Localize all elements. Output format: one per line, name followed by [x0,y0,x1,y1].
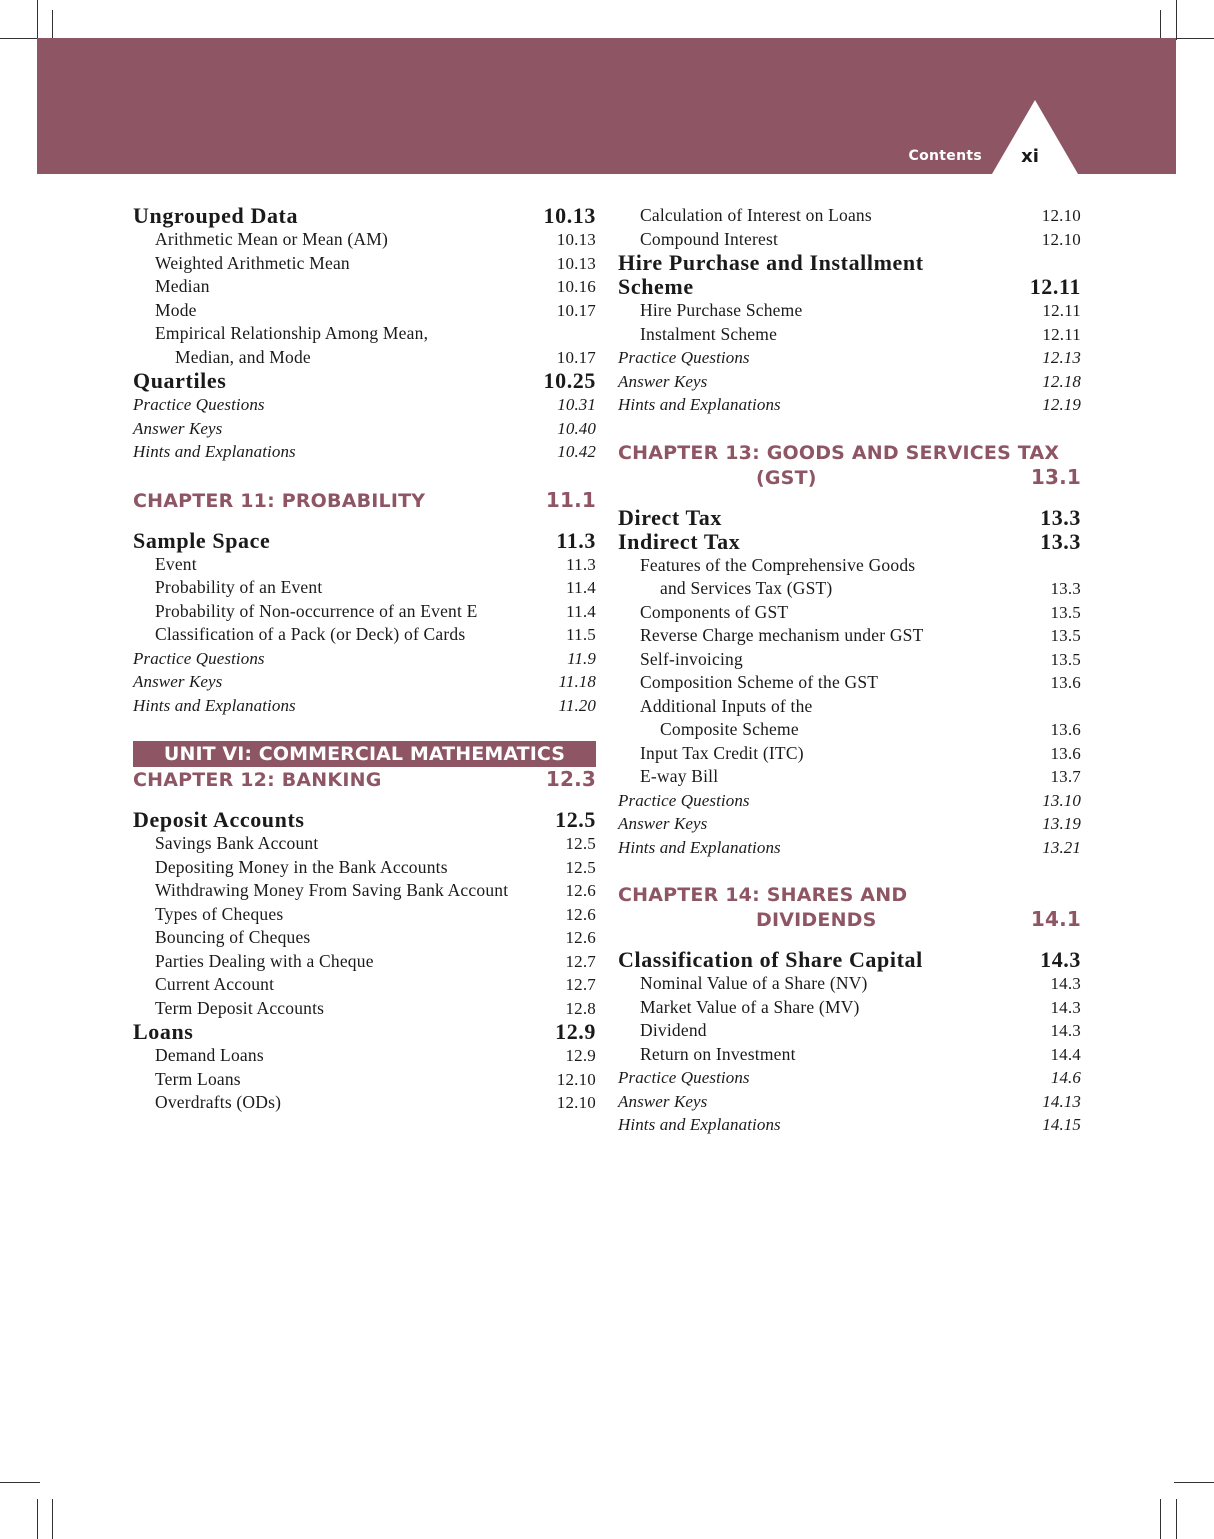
entry-title: Answer Keys [133,672,223,691]
toc-subsection-entry[interactable] [618,695,1081,719]
entry-page-number: 12.5 [565,857,596,877]
entry-page-number: 12.18 [1042,371,1081,391]
entry-page-number: 13.3 [1040,528,1081,554]
toc-subsection-entry[interactable] [133,879,596,903]
entry-page-number: 14.3 [1050,997,1081,1017]
toc-subsection-entry[interactable] [133,1044,596,1068]
toc-chapter-entry[interactable] [133,488,596,513]
toc-subsection-entry[interactable] [618,624,1081,648]
toc-subsection-entry[interactable] [133,623,596,647]
toc-exercise-entry[interactable] [133,670,596,694]
toc-subsection-entry[interactable] [133,973,596,997]
toc-subsection-entry[interactable] [618,323,1081,347]
toc-subsection-entry[interactable] [133,926,596,950]
toc-exercise-entry[interactable] [618,836,1081,860]
toc-subsection-entry[interactable] [133,997,596,1021]
entry-title: Bouncing of Cheques [155,927,311,947]
entry-page-number: 10.17 [556,300,596,320]
entry-page-number: 10.31 [557,395,596,414]
entry-page-number: 11.3 [566,554,596,574]
entry-title: CHAPTER 11: PROBABILITY [133,489,426,512]
entry-title: Hints and Explanations [133,442,296,461]
toc-subsection-entry[interactable] [133,950,596,974]
entry-page-number: 14.13 [1042,1091,1081,1111]
entry-page-number: 13.5 [1050,649,1081,669]
entry-title: Practice Questions [618,348,750,367]
spacer [618,932,1081,948]
entry-page-number: 11.1 [545,487,596,512]
toc-subsection-entry[interactable] [133,1091,596,1115]
entry-title: Hire Purchase and Installment [618,250,924,275]
spacer [133,513,596,529]
entry-title: Quartiles [133,368,227,393]
entry-page-number: 12.7 [565,951,596,971]
entry-page-number: 12.8 [565,998,596,1018]
entry-title: Demand Loans [155,1045,264,1065]
toc-section-entry[interactable] [133,369,596,393]
entry-page-number: 12.10 [1041,229,1081,249]
entry-page-number: 12.19 [1042,395,1081,414]
entry-page-number: 12.9 [555,1019,596,1044]
toc-section-entry[interactable] [618,948,1081,972]
entry-page-number: 11.20 [558,695,596,715]
entry-page-number: 13.7 [1050,767,1081,786]
toc-subsection-entry[interactable] [133,275,596,299]
toc-exercise-entry[interactable] [133,694,596,718]
entry-title: Scheme [618,274,694,299]
spacer [618,417,1081,441]
toc-subsection-entry[interactable] [133,576,596,600]
entry-title: Loans [133,1019,194,1044]
entry-page-number: 14.3 [1050,1021,1081,1040]
entry-title: Direct Tax [618,504,722,530]
toc-chapter-continuation[interactable] [618,465,1081,490]
toc-exercise-entry[interactable] [133,440,596,464]
entry-title: CHAPTER 14: SHARES AND [618,884,908,906]
entry-page-number: 10.40 [557,418,596,438]
entry-title: Return on Investment [640,1043,796,1064]
toc-subsection-entry[interactable] [133,228,596,252]
toc-subsection-continuation[interactable] [618,577,1081,601]
toc-chapter-entry[interactable] [133,767,596,792]
entry-title: Deposit Accounts [133,807,305,832]
entry-page-number: 13.6 [1050,743,1081,763]
toc-subsection-entry[interactable] [618,601,1081,625]
toc-subsection-entry[interactable] [618,204,1081,228]
entry-title: Practice Questions [133,648,265,668]
entry-page-number: 10.16 [556,277,596,296]
entry-page-number: 10.25 [543,368,596,393]
entry-title: Median [155,276,210,296]
entry-page-number: 12.10 [556,1093,596,1112]
entry-title: Term Loans [155,1068,241,1089]
entry-title: Answer Keys [133,418,223,438]
toc-subsection-continuation[interactable] [133,346,596,370]
toc-left-column [133,204,596,1115]
spacer [618,859,1081,883]
entry-page-number: 12.11 [1042,324,1081,344]
running-head: Contents [908,148,982,164]
entry-title: Market Value of a Share (MV) [640,996,860,1017]
entry-title: Withdrawing Money From Saving Bank Account [155,880,509,900]
entry-title: Instalment Scheme [640,323,778,344]
entry-title: Hire Purchase Scheme [640,300,803,320]
entry-page-number: 13.5 [1050,626,1081,645]
entry-title: Practice Questions [133,395,265,414]
toc-section-entry[interactable] [133,204,596,228]
toc-subsection-entry[interactable] [618,554,1081,578]
entry-title: Weighted Arithmetic Mean [155,252,350,273]
crop-mark [1176,1499,1177,1539]
entry-page-number: 14.1 [1030,907,1081,931]
entry-page-number: 11.5 [566,625,596,644]
toc-subsection-entry[interactable] [618,671,1081,695]
entry-title: Empirical Relationship Among Mean, [155,323,429,343]
entry-page-number: 13.1 [1030,464,1081,489]
entry-page-number: 10.42 [557,442,596,461]
toc-subsection-entry[interactable] [618,972,1081,996]
toc-section-entry[interactable] [618,530,1081,554]
toc-section-entry[interactable] [618,275,1081,299]
entry-title: Features of the Comprehensive Goods [640,554,916,575]
entry-title: Overdrafts (ODs) [155,1092,282,1112]
entry-page-number: 10.13 [556,230,596,249]
entry-page-number: 14.3 [1040,947,1081,972]
entry-title: Hints and Explanations [618,837,781,857]
entry-title: Hints and Explanations [133,695,296,715]
entry-title: Calculation of Interest on Loans [640,205,872,225]
entry-title: Parties Dealing with a Cheque [155,950,374,971]
toc-exercise-entry[interactable] [133,417,596,441]
entry-title: Dividend [640,1020,707,1040]
toc-exercise-entry[interactable] [618,1066,1081,1090]
toc-subsection-entry[interactable] [618,228,1081,252]
toc-exercise-entry[interactable] [133,647,596,671]
toc-subsection-entry[interactable] [133,600,596,624]
toc-subsection-entry[interactable] [618,1019,1081,1043]
entry-title: and Services Tax (GST) [660,578,833,598]
toc-subsection-entry[interactable] [618,648,1081,672]
crop-mark [1176,0,1177,40]
entry-title: Additional Inputs of the [640,695,813,716]
toc-subsection-entry[interactable] [618,996,1081,1020]
page-number: xi [1021,146,1039,167]
entry-title: Input Tax Credit (ITC) [640,742,804,763]
entry-page-number: 12.6 [565,881,596,900]
crop-mark [37,1499,38,1539]
toc-section-entry[interactable] [618,251,1081,275]
toc-subsection-entry[interactable] [133,299,596,323]
toc-exercise-entry[interactable] [618,1090,1081,1114]
entry-page-number: 12.5 [555,807,596,832]
entry-page-number: 13.6 [1050,673,1081,692]
entry-page-number: 12.10 [556,1069,596,1089]
entry-title: Types of Cheques [155,903,284,924]
entry-title: CHAPTER 13: GOODS AND SERVICES TAX [618,441,1060,464]
toc-subsection-entry[interactable] [133,553,596,577]
toc-exercise-entry[interactable] [618,370,1081,394]
toc-right-column [618,204,1081,1137]
entry-page-number: 10.13 [556,253,596,273]
entry-title: Classification of Share Capital [618,947,923,972]
toc-exercise-entry[interactable] [618,346,1081,370]
entry-title: DIVIDENDS [756,909,877,931]
entry-title: Answer Keys [618,1091,708,1111]
entry-page-number: 12.10 [1041,206,1081,225]
toc-exercise-entry[interactable] [618,789,1081,813]
toc-subsection-entry[interactable] [618,299,1081,323]
toc-chapter-entry[interactable] [618,883,1081,907]
crop-mark [1160,1499,1161,1539]
entry-title: Sample Space [133,527,271,553]
crop-mark [0,1482,40,1483]
entry-title: Probability of Non-occurrence of an Event E [155,600,478,621]
toc-subsection-entry[interactable] [133,322,596,346]
toc-subsection-entry[interactable] [133,252,596,276]
toc-section-entry[interactable] [618,506,1081,530]
spacer [618,490,1081,506]
entry-title: Savings Bank Account [155,833,319,853]
toc-exercise-entry[interactable] [133,393,596,417]
spacer [133,792,596,808]
entry-title: Indirect Tax [618,528,741,554]
entry-title: Answer Keys [618,814,708,833]
crop-mark [1174,38,1214,39]
toc-exercise-entry[interactable] [618,1113,1081,1137]
entry-page-number: 13.10 [1042,790,1081,810]
crop-mark [1174,1482,1214,1483]
toc-subsection-entry[interactable] [618,1043,1081,1067]
entry-title: Self-invoicing [640,648,743,669]
entry-page-number: 12.6 [565,904,596,924]
crop-mark [0,38,40,39]
entry-page-number: 14.15 [1042,1115,1081,1134]
entry-page-number: 14.3 [1050,974,1081,993]
entry-title: Practice Questions [618,790,750,810]
entry-title: Nominal Value of a Share (NV) [640,973,868,993]
entry-page-number: 11.4 [566,578,596,597]
entry-page-number: 13.3 [1050,579,1081,598]
entry-page-number: 11.3 [556,527,596,553]
entry-page-number: 13.21 [1042,837,1081,857]
entry-title: Median, and Mode [175,346,311,367]
entry-page-number: 12.11 [1042,301,1081,320]
unit-banner: UNIT VI: COMMERCIAL MATHEMATICS [133,741,596,767]
toc-subsection-entry[interactable] [133,903,596,927]
entry-page-number: 14.6 [1050,1068,1081,1087]
entry-title: Composition Scheme of the GST [640,672,879,692]
entry-title: Arithmetic Mean or Mean (AM) [155,229,389,249]
entry-page-number: 12.13 [1042,348,1081,367]
toc-exercise-entry[interactable] [618,812,1081,836]
toc-subsection-continuation[interactable] [618,718,1081,742]
entry-page-number: 10.17 [556,347,596,367]
spacer [133,717,596,741]
entry-page-number: 13.3 [1040,504,1081,530]
entry-title: Term Deposit Accounts [155,997,325,1018]
crop-mark [37,0,38,40]
entry-title: Components of GST [640,601,789,622]
entry-page-number: 12.11 [1029,274,1081,299]
entry-title: Current Account [155,974,275,994]
entry-page-number: 12.7 [565,975,596,994]
entry-page-number: 11.4 [566,601,596,621]
toc-subsection-entry[interactable] [618,765,1081,789]
entry-page-number: 11.9 [567,648,596,668]
toc-chapter-entry[interactable] [618,441,1081,465]
entry-page-number: 12.6 [565,928,596,947]
toc-subsection-entry[interactable] [618,742,1081,766]
entry-title: Event [155,553,197,574]
entry-title: (GST) [756,466,817,489]
entry-page-number: 14.4 [1050,1044,1081,1064]
entry-title: Hints and Explanations [618,395,781,414]
spacer [133,464,596,488]
entry-page-number: 10.13 [543,203,596,228]
entry-title: Practice Questions [618,1068,750,1087]
entry-page-number: 13.19 [1042,814,1081,833]
entry-page-number: 11.18 [558,672,596,691]
crop-mark [52,1499,53,1539]
entry-title: Mode [155,299,197,320]
entry-page-number: 12.3 [545,767,596,791]
entry-title: Probability of an Event [155,577,323,597]
toc-subsection-entry[interactable] [133,832,596,856]
entry-page-number: 13.6 [1050,720,1081,739]
entry-title: E-way Bill [640,766,719,786]
toc-section-entry[interactable] [133,529,596,553]
entry-page-number: 12.9 [565,1046,596,1065]
entry-title: Composite Scheme [660,719,799,739]
toc-section-entry[interactable] [133,808,596,832]
entry-title: Answer Keys [618,371,708,391]
entry-page-number: 13.5 [1050,602,1081,622]
entry-title: Hints and Explanations [618,1115,781,1134]
entry-page-number: 12.5 [565,834,596,853]
entry-title: Ungrouped Data [133,203,299,228]
entry-title: Reverse Charge mechanism under GST [640,625,924,645]
toc-section-entry[interactable] [133,1020,596,1044]
toc-subsection-entry[interactable] [133,856,596,880]
entry-title: Depositing Money in the Bank Accounts [155,856,448,877]
entry-title: Classification of a Pack (or Deck) of Cards [155,624,466,644]
entry-title: Compound Interest [640,228,779,249]
toc-subsection-entry[interactable] [133,1068,596,1092]
toc-chapter-continuation[interactable] [618,907,1081,932]
entry-title: CHAPTER 12: BANKING [133,769,382,791]
toc-exercise-entry[interactable] [618,393,1081,417]
